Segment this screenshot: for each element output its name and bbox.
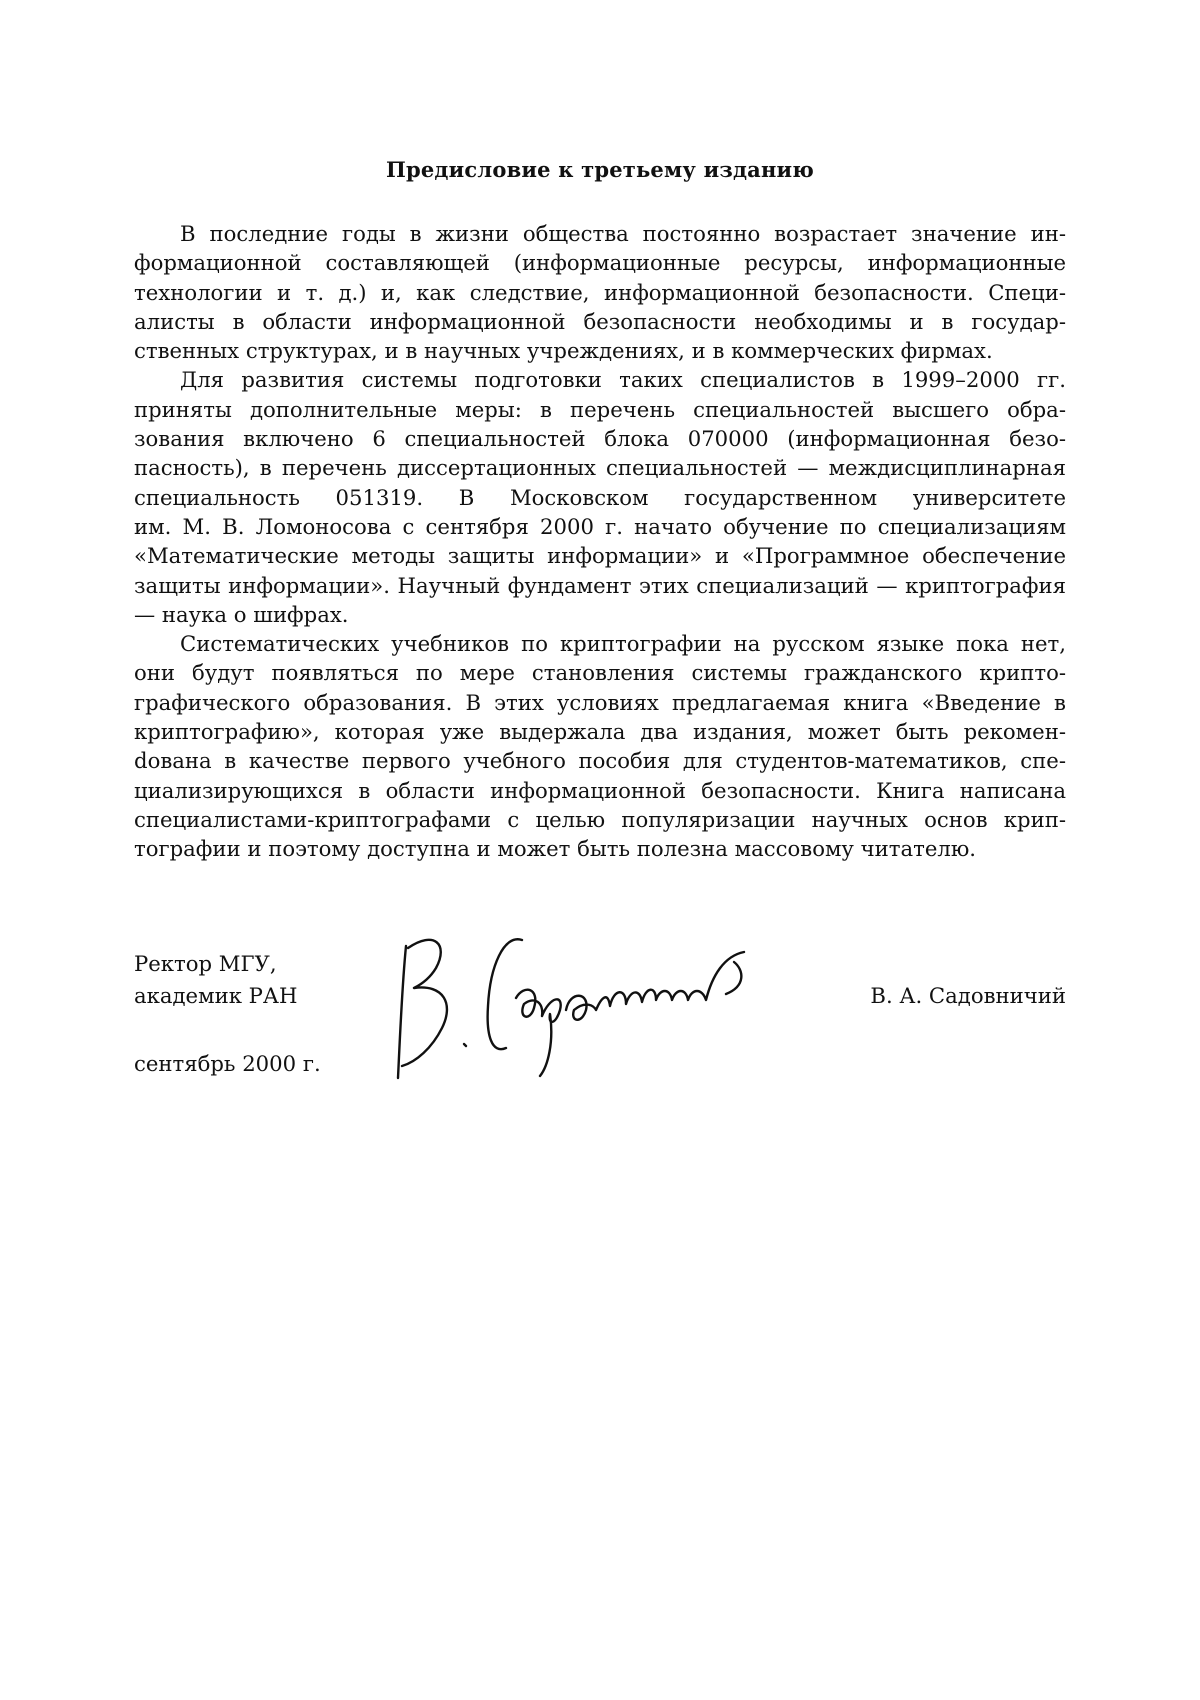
signer-name: В. А. Садовничий <box>870 983 1066 1008</box>
signer-position-line-1: Ректор МГУ, <box>134 951 277 976</box>
signer-position <box>134 948 297 1012</box>
signer-position-line-2: академик РАН <box>134 983 298 1008</box>
paragraph-1: В последние годы в жизни общества постоянно возрастает значение информационной составляющей (информационные ресурсы, информационные технологии и т. д.) и, как следствие, информационной безопасности. Специалисты в области информационной безопасности необходимы и в государственных структурах, и в научных учреждениях, и в коммерческих фирмах. <box>134 221 1066 364</box>
signature-date: сентябрь 2000 г. <box>134 1051 321 1076</box>
paragraph-3: Систематических учебников по криптографии на русском языке пока нет, они будут появляться по мере становления системы гражданского криптографического образования. В этих условиях предлагаемая книга «Введение в криптографию», которая уже выдержала два издания, может быть рекоменdована в качестве первого учебного пособия для студентов-математиков, специализирующихся в области информационной безопасности. Книга написана специалистами-криптографами с целью популяризации научных основ криптографии и поэтому доступна и может быть полезна массовому читателю. <box>134 631 1066 862</box>
preface-body <box>134 219 1066 864</box>
page-title: Предисловие к третьему изданию <box>385 157 815 182</box>
paragraph-2: Для развития системы подготовки таких специалистов в 1999–2000 гг. приняты дополнительные меры: в перечень специальностей высшего образования включено 6 специальностей блока 070000 (информационная безопасность), в перечень диссертационных специальностей — междисциплинарная специальность 051319. В Московском государственном университете им. М. В. Ломоносова с сентября 2000 г. начато обучение по специализациям «Математические методы защиты информации» и «Программное обеспечение защиты информации». Научный фундамент этих специализаций — криптография — наука о шифрах. <box>134 367 1066 627</box>
signature-block <box>134 948 1066 1088</box>
handwritten-signature <box>394 926 794 1091</box>
